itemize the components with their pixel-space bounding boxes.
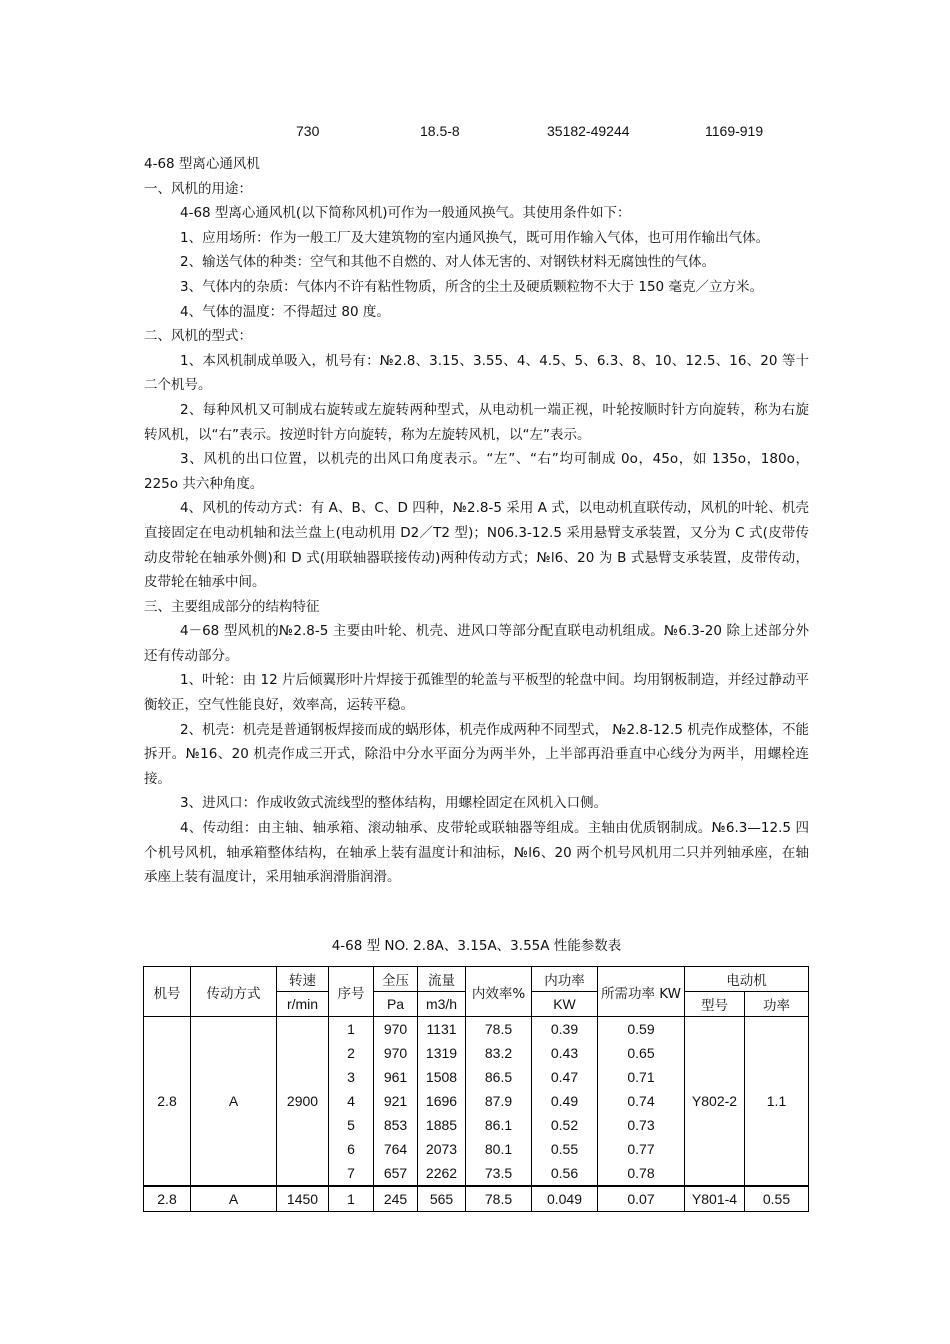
- cell-suoxu: 0.59: [598, 1017, 685, 1042]
- cell-quanya: 921: [374, 1089, 418, 1113]
- cell-neigonglv: 0.49: [532, 1089, 598, 1113]
- cell-neigonglv: 0.56: [532, 1161, 598, 1186]
- cell-xuhao: 1: [329, 1017, 374, 1042]
- cell-liuliang: 1508: [418, 1065, 466, 1089]
- section-1-item: 1、应用场所：作为一般工厂及大建筑物的室内通风换气，既可用作输入气体，也可用作输出气体。: [180, 229, 770, 246]
- header-quanya-unit: Pa: [374, 992, 418, 1017]
- document-title: 4-68 型离心通风机: [144, 156, 260, 172]
- header-liuliang-unit: m3/h: [418, 992, 466, 1017]
- cell-suoxu: 0.74: [598, 1089, 685, 1113]
- table-caption: 4-68 型 NO. 2.8A、3.15A、3.55A 性能参数表: [331, 938, 622, 954]
- cell-neigonglv: 0.43: [532, 1041, 598, 1065]
- cell-motor-power: 0.55: [745, 1186, 809, 1212]
- header-jihao: 机号: [144, 967, 191, 1017]
- section-1-intro: 4-68 型离心通风机(以下简称风机)可作为一般通风换气。其使用条件如下：: [180, 205, 631, 222]
- cell-suoxu: 0.73: [598, 1113, 685, 1137]
- section-1-item: 2、输送气体的种类：空气和其他不自燃的、对人体无害的、对钢铁材料无腐蚀性的气体。: [180, 254, 716, 271]
- cell-quanya: 970: [374, 1017, 418, 1042]
- cell-motor-model: Y802-2: [685, 1017, 745, 1187]
- cell-xiaolv: 87.9: [466, 1089, 532, 1113]
- cell-liuliang: 565: [418, 1186, 466, 1212]
- cell-liuliang: 2262: [418, 1161, 466, 1186]
- header-zhuansu: 转速: [277, 967, 329, 992]
- section-3-paragraph: 4－68 型风机的№2.8-5 主要由叶轮、机壳、进风口等部分配直联电动机组成。№6.3-20 除上述部分外还有传动部分。: [144, 623, 809, 664]
- section-2-paragraph: 3、风机的出口位置，以机壳的出风口角度表示。“左”、“右”均可制成 0o，45o，如 135o，180o，225o 共六种角度。: [144, 451, 809, 492]
- section-2-paragraph: 2、每种风机又可制成右旋转或左旋转两种型式，从电动机一端正视，叶轮按顺时针方向旋转，称为右旋转风机，以“右”表示。按逆时针方向旋转，称为左旋转风机，以“左”表示。: [144, 401, 809, 443]
- document-body: [144, 152, 809, 890]
- cell-zhuansu: 1450: [277, 1186, 329, 1212]
- section-3-paragraph: 2、机壳：机壳是普通钢板焊接而成的蜗形体，机壳作成两种不同型式， №2.8-12.5 机壳作成整体，不能拆开。№16、20 机壳作成三开式，除沿中分水平面分为两半外，上半部再沿垂直中心线分为两半，用螺栓连接。: [144, 721, 809, 787]
- cell-motor-power: 1.1: [745, 1017, 809, 1187]
- cell-xuhao: 1: [329, 1186, 374, 1212]
- cell-suoxu: 0.77: [598, 1137, 685, 1161]
- cell-xiaolv: 83.2: [466, 1041, 532, 1065]
- section-3-paragraph: 1、叶轮：由 12 片后倾翼形叶片焊接于孤锥型的轮盖与平板型的轮盘中间。均用钢板制造，并经过静动平衡较正，空气性能良好，效率高，运转平稳。: [144, 672, 809, 714]
- cell-xiaolv: 86.5: [466, 1065, 532, 1089]
- top-value-pressure: 1169-919: [705, 123, 764, 139]
- section-2-paragraph: 4、风机的传动方式：有 A、B、C、D 四种，№2.8-5 采用 A 式，以电动机直联传动，风机的叶轮、机壳直接固定在电动机轴和法兰盘上(电动机用 D2／T2 型)；N06.3-12.5 采用悬臂支承装置，又分为 C 式(皮带传动皮带轮在轴承外侧)和 D 式(用联轴器联接传动)两种传动方式；№l6、20 为 B 式悬臂支承装置，皮带传动，皮带轮在轴承中间。: [144, 500, 809, 591]
- cell-zhuansu: 2900: [277, 1017, 329, 1187]
- cell-jihao: 2.8: [144, 1017, 191, 1187]
- cell-neigonglv: 0.47: [532, 1065, 598, 1089]
- cell-xuhao: 7: [329, 1161, 374, 1186]
- section-1-item: 3、气体内的杂质：气体内不许有粘性物质，所含的尘土及硬质颗粒物不大于 150 毫克／立方米。: [180, 278, 763, 295]
- cell-liuliang: 1319: [418, 1041, 466, 1065]
- header-xiaolv: 内效率%: [466, 967, 532, 1017]
- section-2-heading: 二、风机的型式：: [144, 328, 252, 345]
- header-motor-power: 功率: [745, 992, 809, 1017]
- section-3-paragraph: 3、进风口：作成收敛式流线型的整体结构，用螺栓固定在风机入口侧。: [180, 795, 608, 812]
- header-liuliang: 流量: [418, 967, 466, 992]
- cell-neigonglv: 0.55: [532, 1137, 598, 1161]
- cell-motor-model: Y801-4: [685, 1186, 745, 1212]
- header-zhuansu-unit: r/min: [277, 992, 329, 1017]
- section-1-item: 4、气体的温度：不得超过 80 度。: [180, 303, 390, 320]
- cell-xiaolv: 86.1: [466, 1113, 532, 1137]
- header-motor: 电动机: [685, 967, 809, 992]
- cell-suoxu: 0.65: [598, 1041, 685, 1065]
- table-row: [144, 1186, 809, 1212]
- cell-xuhao: 5: [329, 1113, 374, 1137]
- cell-quanya: 970: [374, 1041, 418, 1065]
- top-value-flow: 35182-49244: [547, 123, 630, 139]
- cell-quanya: 961: [374, 1065, 418, 1089]
- cell-chuandong: A: [191, 1017, 277, 1187]
- header-xuhao: 序号: [329, 967, 374, 1017]
- cell-xuhao: 3: [329, 1065, 374, 1089]
- header-quanya: 全压: [374, 967, 418, 992]
- cell-suoxu: 0.71: [598, 1065, 685, 1089]
- cell-liuliang: 1131: [418, 1017, 466, 1042]
- header-motor-model: 型号: [685, 992, 745, 1017]
- cell-chuandong: A: [191, 1186, 277, 1212]
- cell-xuhao: 4: [329, 1089, 374, 1113]
- cell-suoxu: 0.07: [598, 1186, 685, 1212]
- top-value-row: [0, 123, 950, 143]
- table-header-row: [144, 967, 809, 992]
- cell-liuliang: 1885: [418, 1113, 466, 1137]
- cell-liuliang: 1696: [418, 1089, 466, 1113]
- header-suoxu: 所需功率 KW: [598, 967, 685, 1017]
- cell-quanya: 657: [374, 1161, 418, 1186]
- cell-xiaolv: 78.5: [466, 1017, 532, 1042]
- performance-table: [143, 966, 809, 1212]
- cell-xiaolv: 80.1: [466, 1137, 532, 1161]
- cell-quanya: 245: [374, 1186, 418, 1212]
- top-value-speed: 730: [296, 123, 320, 139]
- header-neigonglv-unit: KW: [532, 992, 598, 1017]
- cell-xuhao: 6: [329, 1137, 374, 1161]
- cell-neigonglv: 0.52: [532, 1113, 598, 1137]
- section-2-paragraph: 1、本风机制成单吸入，机号有：№2.8、3.15、3.55、4、4.5、5、6.3、8、10、12.5、16、20 等十二个机号。: [144, 352, 809, 394]
- cell-quanya: 853: [374, 1113, 418, 1137]
- cell-neigonglv: 0.39: [532, 1017, 598, 1042]
- table-row: [144, 1017, 809, 1042]
- cell-jihao: 2.8: [144, 1186, 191, 1212]
- section-3-paragraph: 4、传动组：由主轴、轴承箱、滚动轴承、皮带轮或联轴器等组成。主轴由优质钢制成。№6.3—12.5 四个机号风机，轴承箱整体结构，在轴承上装有温度计和油标，№l6、20 两个机号风机用二只并列轴承座，在轴承座上装有温度计，采用轴承润滑脂润滑。: [144, 820, 809, 886]
- section-3-heading: 三、主要组成部分的结构特征: [144, 598, 320, 615]
- top-value-model: 18.5-8: [420, 123, 460, 139]
- cell-neigonglv: 0.049: [532, 1186, 598, 1212]
- header-neigonglv: 内功率: [532, 967, 598, 992]
- cell-liuliang: 2073: [418, 1137, 466, 1161]
- cell-quanya: 764: [374, 1137, 418, 1161]
- header-chuandong: 传动方式: [191, 967, 277, 1017]
- cell-xuhao: 2: [329, 1041, 374, 1065]
- cell-xiaolv: 73.5: [466, 1161, 532, 1186]
- section-1-heading: 一、风机的用途：: [144, 180, 252, 197]
- cell-suoxu: 0.78: [598, 1161, 685, 1186]
- cell-xiaolv: 78.5: [466, 1186, 532, 1212]
